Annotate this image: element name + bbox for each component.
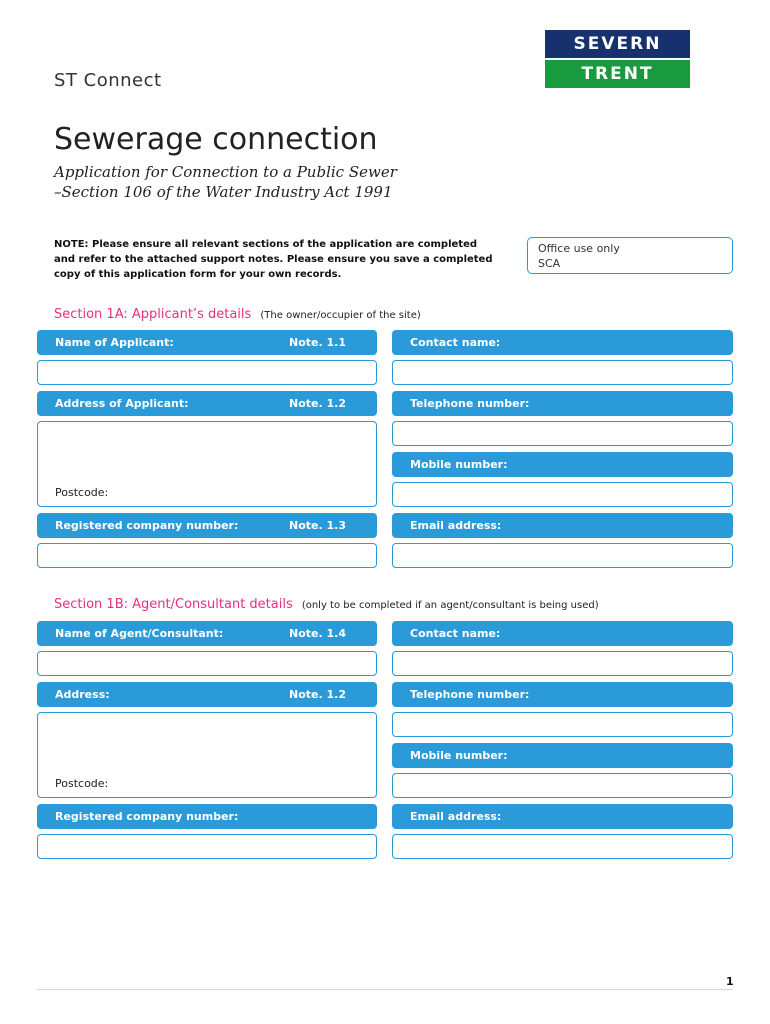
agent-mobile-field[interactable] (392, 773, 733, 798)
applicant-name-bar (37, 330, 377, 355)
agent-postcode-label: Postcode: (55, 777, 109, 790)
agent-email-field[interactable] (392, 834, 733, 859)
agent-address-note: Note. 1.2 (289, 688, 346, 701)
applicant-mobile-bar (392, 452, 733, 477)
applicant-email-label: Email address: (410, 519, 502, 532)
agent-address-bar (37, 682, 377, 707)
agent-company-label: Registered company number: (55, 810, 239, 823)
agent-name-label: Name of Agent/Consultant: (55, 627, 224, 640)
applicant-mobile-field[interactable] (392, 482, 733, 507)
severn-trent-logo (545, 30, 690, 88)
logo-top: SEVERN (545, 30, 690, 58)
logo-bottom: TRENT (545, 60, 690, 88)
note-line-2: and refer to the attached support notes. Please ensure you save a completed (54, 254, 493, 265)
applicant-company-note: Note. 1.3 (289, 519, 346, 532)
section-1a-heading (54, 303, 421, 322)
applicant-company-field[interactable] (37, 543, 377, 568)
applicant-telephone-field[interactable] (392, 421, 733, 446)
applicant-address-bar (37, 391, 377, 416)
note-text (54, 237, 524, 282)
applicant-company-bar (37, 513, 377, 538)
subtitle-line-2: –Section 106 of the Water Industry Act 1991 (54, 183, 393, 201)
applicant-email-bar (392, 513, 733, 538)
subtitle-line-1: Application for Connection to a Public Sewer (54, 163, 397, 181)
applicant-name-field[interactable] (37, 360, 377, 385)
agent-mobile-bar (392, 743, 733, 768)
brand-name: ST Connect (54, 70, 162, 91)
applicant-telephone-label: Telephone number: (410, 397, 530, 410)
applicant-address-note: Note. 1.2 (289, 397, 346, 410)
note-line-3: copy of this application form for your own records. (54, 269, 342, 280)
agent-contact-field[interactable] (392, 651, 733, 676)
page-subtitle (54, 162, 554, 202)
agent-mobile-label: Mobile number: (410, 749, 508, 762)
page-number: 1 (726, 975, 734, 988)
applicant-address-label: Address of Applicant: (55, 397, 189, 410)
agent-company-field[interactable] (37, 834, 377, 859)
agent-contact-label: Contact name: (410, 627, 501, 640)
section-1b-heading (54, 593, 599, 612)
section-1a-title: Section 1A: Applicant’s details (54, 307, 252, 322)
agent-email-bar (392, 804, 733, 829)
applicant-postcode-label: Postcode: (55, 486, 109, 499)
applicant-name-note: Note. 1.1 (289, 336, 346, 349)
applicant-telephone-bar (392, 391, 733, 416)
page-title: Sewerage connection (54, 122, 378, 157)
applicant-contact-label: Contact name: (410, 336, 501, 349)
agent-telephone-bar (392, 682, 733, 707)
agent-telephone-label: Telephone number: (410, 688, 530, 701)
footer-divider (37, 989, 733, 990)
office-use-label: Office use only (538, 242, 620, 255)
agent-contact-bar (392, 621, 733, 646)
note-line-1: NOTE: Please ensure all relevant sections of the application are completed (54, 239, 478, 250)
agent-name-field[interactable] (37, 651, 377, 676)
agent-name-note: Note. 1.4 (289, 627, 346, 640)
applicant-email-field[interactable] (392, 543, 733, 568)
applicant-company-label: Registered company number: (55, 519, 239, 532)
office-use-box (527, 237, 733, 274)
section-1a-subtitle: (The owner/occupier of the site) (260, 310, 421, 321)
applicant-contact-bar (392, 330, 733, 355)
applicant-contact-field[interactable] (392, 360, 733, 385)
section-1b-subtitle: (only to be completed if an agent/consultant is being used) (301, 600, 599, 611)
agent-name-bar (37, 621, 377, 646)
applicant-name-label: Name of Applicant: (55, 336, 174, 349)
agent-address-label: Address: (55, 688, 110, 701)
office-use-sca: SCA (538, 257, 561, 270)
agent-company-bar (37, 804, 377, 829)
section-1b-title: Section 1B: Agent/Consultant details (54, 597, 293, 612)
agent-telephone-field[interactable] (392, 712, 733, 737)
applicant-mobile-label: Mobile number: (410, 458, 508, 471)
agent-email-label: Email address: (410, 810, 502, 823)
